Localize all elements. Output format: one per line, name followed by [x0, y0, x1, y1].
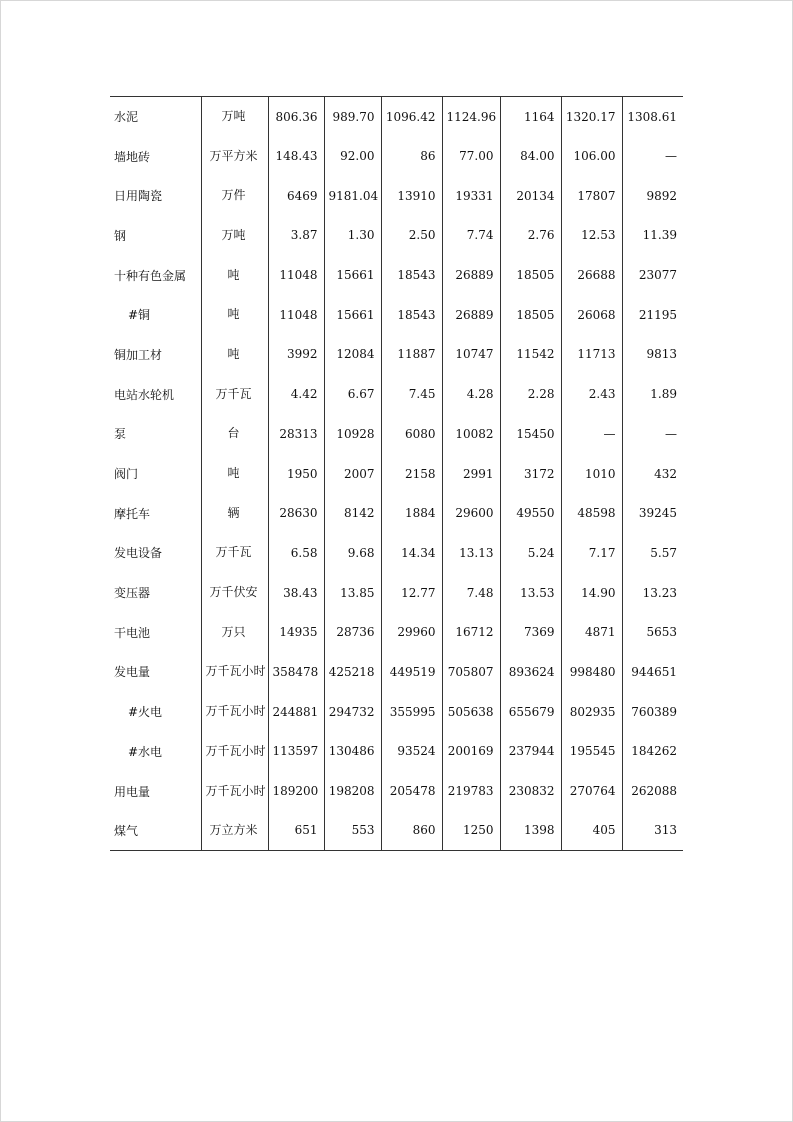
value-cell: 198208 [324, 771, 381, 811]
product-name-cell: 铜加工材 [114, 347, 163, 362]
product-name-cell: 发电设备 [114, 546, 163, 561]
value-cell: 93524 [381, 732, 442, 772]
unit-cell: 吨 [201, 295, 268, 335]
value-cell: 1.89 [622, 374, 683, 414]
value-cell: — [622, 136, 683, 176]
value-cell: 553 [324, 811, 381, 851]
value-cell: 244881 [268, 692, 324, 732]
value-cell: 7.48 [442, 573, 500, 613]
value-cell: 10082 [442, 414, 500, 454]
value-cell: 13910 [381, 176, 442, 216]
unit-cell: 吨 [201, 454, 268, 494]
unit-cell: 万吨 [201, 216, 268, 256]
value-cell: 15661 [324, 255, 381, 295]
value-cell: 8142 [324, 493, 381, 533]
value-cell: 989.70 [324, 97, 381, 137]
product-name-cell: #铜 [128, 308, 151, 323]
value-cell: 219783 [442, 771, 500, 811]
value-cell: 28630 [268, 493, 324, 533]
value-cell: 14935 [268, 612, 324, 652]
value-cell: 12.77 [381, 573, 442, 613]
value-cell: 262088 [622, 771, 683, 811]
table-row [110, 612, 683, 652]
value-cell: 1096.42 [381, 97, 442, 137]
value-cell: 14.34 [381, 533, 442, 573]
value-cell: 15450 [500, 414, 561, 454]
unit-cell: 吨 [201, 255, 268, 295]
value-cell: 20134 [500, 176, 561, 216]
value-cell: 18543 [381, 295, 442, 335]
unit-cell: 万千瓦小时 [201, 771, 268, 811]
value-cell: 425218 [324, 652, 381, 692]
value-cell: 18543 [381, 255, 442, 295]
value-cell: 3.87 [268, 216, 324, 256]
value-cell: 23077 [622, 255, 683, 295]
value-cell: 6.58 [268, 533, 324, 573]
table-row [110, 652, 683, 692]
value-cell: 6.67 [324, 374, 381, 414]
value-cell: 4871 [561, 612, 622, 652]
table-row [110, 295, 683, 335]
value-cell: 26889 [442, 295, 500, 335]
value-cell: 358478 [268, 652, 324, 692]
value-cell: 29960 [381, 612, 442, 652]
value-cell: 355995 [381, 692, 442, 732]
product-name-cell: 发电量 [114, 665, 151, 680]
value-cell: 860 [381, 811, 442, 851]
product-name-cell: 电站水轮机 [114, 387, 175, 402]
table-row [110, 493, 683, 533]
value-cell: 11713 [561, 335, 622, 375]
value-cell: 705807 [442, 652, 500, 692]
value-cell: 6080 [381, 414, 442, 454]
value-cell: 28313 [268, 414, 324, 454]
table-body [110, 97, 683, 851]
value-cell: 6469 [268, 176, 324, 216]
product-name-cell: 煤气 [110, 811, 201, 851]
value-cell: 1250 [442, 811, 500, 851]
value-cell: 48598 [561, 493, 622, 533]
unit-cell: 辆 [201, 493, 268, 533]
table-row [110, 732, 683, 772]
value-cell: 26068 [561, 295, 622, 335]
table-row [110, 176, 683, 216]
value-cell: 5.57 [622, 533, 683, 573]
value-cell: 29600 [442, 493, 500, 533]
unit-cell: 万立方米 [201, 811, 268, 851]
value-cell: 49550 [500, 493, 561, 533]
value-cell: 313 [622, 811, 683, 851]
value-cell: 21195 [622, 295, 683, 335]
value-cell: 130486 [324, 732, 381, 772]
value-cell: 2007 [324, 454, 381, 494]
value-cell: 1950 [268, 454, 324, 494]
value-cell: 1010 [561, 454, 622, 494]
value-cell: 205478 [381, 771, 442, 811]
table-row [110, 771, 683, 811]
unit-cell: 万千瓦 [201, 374, 268, 414]
table-row [110, 454, 683, 494]
unit-cell: 万吨 [201, 97, 268, 137]
product-name-cell: 墙地砖 [114, 149, 151, 164]
value-cell: 7.45 [381, 374, 442, 414]
value-cell: 113597 [268, 732, 324, 772]
value-cell: 11542 [500, 335, 561, 375]
value-cell: 18505 [500, 255, 561, 295]
table-row [110, 97, 683, 137]
value-cell: 2991 [442, 454, 500, 494]
value-cell: 12.53 [561, 216, 622, 256]
value-cell: 802935 [561, 692, 622, 732]
value-cell: 3172 [500, 454, 561, 494]
value-cell: 12084 [324, 335, 381, 375]
unit-cell: 万千瓦小时 [201, 652, 268, 692]
value-cell: 18505 [500, 295, 561, 335]
unit-cell: 台 [201, 414, 268, 454]
value-cell: 7.17 [561, 533, 622, 573]
value-cell: 38.43 [268, 573, 324, 613]
product-name-cell: 水泥 [110, 97, 201, 137]
unit-cell: 万千瓦 [201, 533, 268, 573]
value-cell: 294732 [324, 692, 381, 732]
product-name-cell: 钢 [114, 228, 127, 243]
value-cell: 14.90 [561, 573, 622, 613]
value-cell: 15661 [324, 295, 381, 335]
value-cell: 2.28 [500, 374, 561, 414]
value-cell: 10747 [442, 335, 500, 375]
product-name-cell: 用电量 [114, 784, 151, 799]
value-cell: 4.28 [442, 374, 500, 414]
table-row [110, 216, 683, 256]
unit-cell: 万千瓦小时 [201, 692, 268, 732]
value-cell: — [622, 414, 683, 454]
value-cell: 1.30 [324, 216, 381, 256]
value-cell: 200169 [442, 732, 500, 772]
value-cell: 11048 [268, 255, 324, 295]
product-name-cell: 日用陶瓷 [114, 189, 163, 204]
value-cell: 1398 [500, 811, 561, 851]
value-cell: 806.36 [268, 97, 324, 137]
value-cell: 184262 [622, 732, 683, 772]
value-cell: 77.00 [442, 136, 500, 176]
value-cell: 2.50 [381, 216, 442, 256]
value-cell: 11.39 [622, 216, 683, 256]
value-cell: 1164 [500, 97, 561, 137]
table-row [110, 335, 683, 375]
value-cell: 9813 [622, 335, 683, 375]
value-cell: 28736 [324, 612, 381, 652]
product-name-cell: #水电 [128, 744, 163, 759]
value-cell: 19331 [442, 176, 500, 216]
value-cell: 432 [622, 454, 683, 494]
value-cell: 2.76 [500, 216, 561, 256]
product-name-cell: 摩托车 [114, 506, 151, 521]
value-cell: 1884 [381, 493, 442, 533]
value-cell: 2158 [381, 454, 442, 494]
value-cell: 195545 [561, 732, 622, 772]
product-name-cell: 变压器 [114, 586, 151, 601]
table-row [110, 255, 683, 295]
value-cell: 9.68 [324, 533, 381, 573]
value-cell: 13.13 [442, 533, 500, 573]
value-cell: 26889 [442, 255, 500, 295]
product-name-cell: #火电 [128, 705, 163, 720]
value-cell: 16712 [442, 612, 500, 652]
value-cell: 237944 [500, 732, 561, 772]
unit-cell: 万千伏安 [201, 573, 268, 613]
value-cell: 944651 [622, 652, 683, 692]
value-cell: 998480 [561, 652, 622, 692]
value-cell: 92.00 [324, 136, 381, 176]
value-cell: 405 [561, 811, 622, 851]
value-cell: 148.43 [268, 136, 324, 176]
value-cell: 1124.96 [442, 97, 500, 137]
value-cell: 106.00 [561, 136, 622, 176]
unit-cell: 万只 [201, 612, 268, 652]
table-row [110, 374, 683, 414]
value-cell: 13.23 [622, 573, 683, 613]
product-name-cell: 阀门 [114, 467, 139, 482]
value-cell: 1308.61 [622, 97, 683, 137]
value-cell: 2.43 [561, 374, 622, 414]
value-cell: 11048 [268, 295, 324, 335]
value-cell: 189200 [268, 771, 324, 811]
value-cell: 230832 [500, 771, 561, 811]
value-cell: 9892 [622, 176, 683, 216]
value-cell: 4.42 [268, 374, 324, 414]
value-cell: 13.53 [500, 573, 561, 613]
value-cell: 11887 [381, 335, 442, 375]
value-cell: 7369 [500, 612, 561, 652]
value-cell: 10928 [324, 414, 381, 454]
value-cell: 760389 [622, 692, 683, 732]
value-cell: 5.24 [500, 533, 561, 573]
value-cell: 84.00 [500, 136, 561, 176]
value-cell: 39245 [622, 493, 683, 533]
value-cell: 651 [268, 811, 324, 851]
value-cell: 9181.04 [324, 176, 381, 216]
table-row [110, 533, 683, 573]
table-row [110, 573, 683, 613]
value-cell: 505638 [442, 692, 500, 732]
value-cell: 17807 [561, 176, 622, 216]
unit-cell: 吨 [201, 335, 268, 375]
table-row [110, 136, 683, 176]
unit-cell: 万平方米 [201, 136, 268, 176]
table-row [110, 692, 683, 732]
value-cell: — [561, 414, 622, 454]
value-cell: 449519 [381, 652, 442, 692]
table-row [110, 811, 683, 851]
product-name-cell: 十种有色金属 [114, 268, 187, 283]
table-row [110, 414, 683, 454]
value-cell: 26688 [561, 255, 622, 295]
value-cell: 3992 [268, 335, 324, 375]
value-cell: 655679 [500, 692, 561, 732]
product-name-cell: 干电池 [114, 625, 151, 640]
industrial-output-table [110, 96, 683, 851]
unit-cell: 万件 [201, 176, 268, 216]
value-cell: 13.85 [324, 573, 381, 613]
value-cell: 270764 [561, 771, 622, 811]
value-cell: 5653 [622, 612, 683, 652]
value-cell: 893624 [500, 652, 561, 692]
value-cell: 7.74 [442, 216, 500, 256]
value-cell: 1320.17 [561, 97, 622, 137]
unit-cell: 万千瓦小时 [201, 732, 268, 772]
value-cell: 86 [381, 136, 442, 176]
product-name-cell: 泵 [114, 427, 127, 442]
